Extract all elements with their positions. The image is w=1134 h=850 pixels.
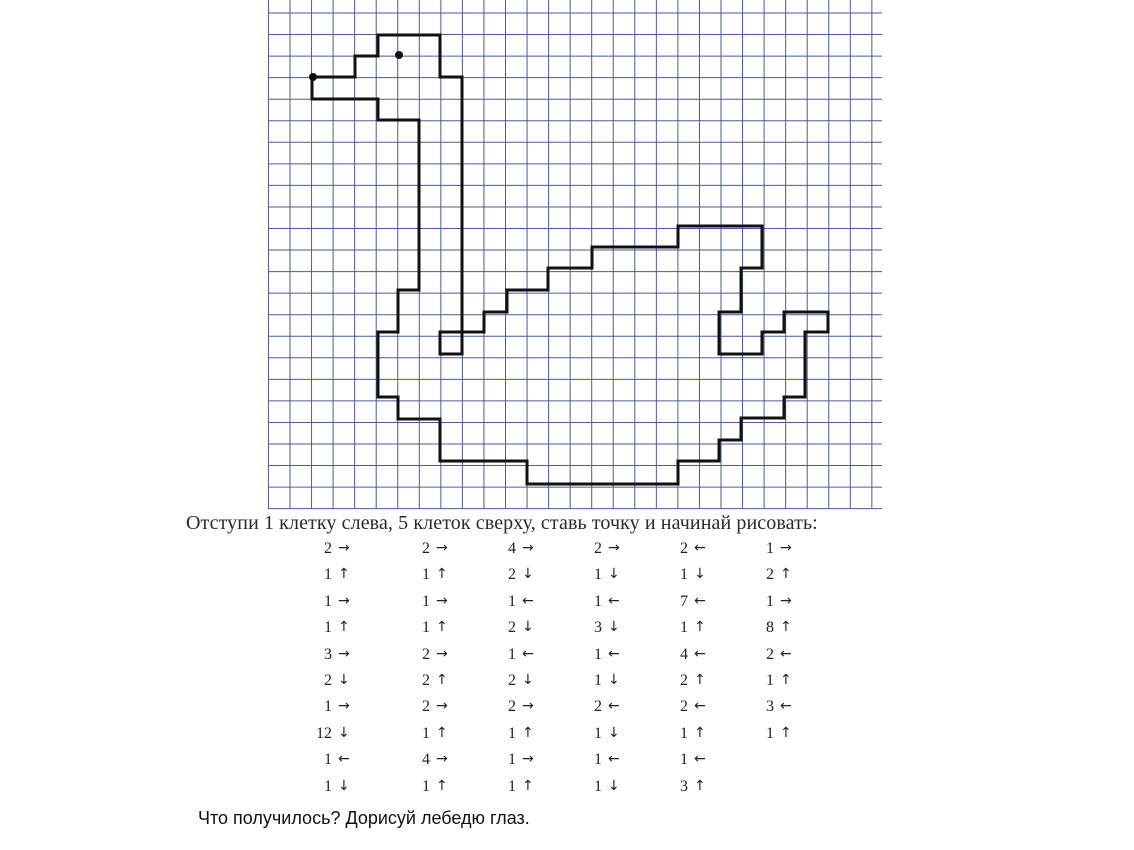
arrow-left-icon: ← xyxy=(694,540,706,556)
step-count: 2 xyxy=(594,698,602,716)
step-count: 2 xyxy=(422,645,430,663)
step-count: 1 xyxy=(680,751,688,769)
arrow-down-icon: ↓ xyxy=(338,777,350,794)
arrow-right-icon: → xyxy=(338,540,350,556)
step-item xyxy=(300,619,410,645)
step-count: 1 xyxy=(680,724,688,742)
step-count: 1 xyxy=(422,619,430,637)
step-item xyxy=(742,698,852,724)
step-count: 1 xyxy=(422,724,430,742)
step-count: 2 xyxy=(422,698,430,716)
arrow-down-icon: ↓ xyxy=(522,566,534,583)
step-count: 2 xyxy=(508,698,516,716)
arrow-right-icon: → xyxy=(436,592,448,609)
arrow-right-icon: → xyxy=(436,540,448,556)
arrow-down-icon: ↓ xyxy=(522,619,534,636)
step-item xyxy=(300,646,410,672)
step-count: 1 xyxy=(680,619,688,637)
step-count: 2 xyxy=(508,619,516,637)
step-count: 2 xyxy=(422,540,430,557)
step-count: 1 xyxy=(766,540,774,557)
step-item xyxy=(742,619,852,645)
step-item xyxy=(656,778,766,804)
step-count: 1 xyxy=(422,566,430,584)
arrow-right-icon: → xyxy=(436,698,448,715)
step-count: 1 xyxy=(594,566,602,584)
arrow-up-icon: ↑ xyxy=(694,724,706,741)
step-count: 2 xyxy=(508,672,516,689)
arrow-left-icon: ← xyxy=(694,698,706,715)
arrow-right-icon: → xyxy=(338,645,350,662)
step-count: 2 xyxy=(680,698,688,716)
arrow-up-icon: ↑ xyxy=(436,724,448,741)
arrow-up-icon: ↑ xyxy=(694,777,706,794)
step-count: 1 xyxy=(594,672,602,689)
arrow-down-icon: ↓ xyxy=(608,672,620,688)
arrow-down-icon: ↓ xyxy=(522,672,534,688)
arrow-down-icon: ↓ xyxy=(608,566,620,583)
step-item xyxy=(742,540,852,566)
arrow-right-icon: → xyxy=(338,592,350,609)
step-item xyxy=(742,566,852,592)
step-count: 2 xyxy=(508,566,516,584)
step-count: 2 xyxy=(766,566,774,584)
arrow-left-icon: ← xyxy=(694,751,706,768)
arrow-left-icon: ← xyxy=(780,698,792,715)
footer-question: Что получилось? Дорисуй лебедю глаз. xyxy=(198,808,530,828)
step-count: 1 xyxy=(594,777,602,795)
step-count: 4 xyxy=(422,751,430,769)
step-count: 8 xyxy=(766,619,774,637)
step-count: 2 xyxy=(680,672,688,689)
arrow-up-icon: ↑ xyxy=(436,672,448,688)
step-count: 1 xyxy=(324,566,332,584)
arrow-left-icon: ← xyxy=(694,645,706,662)
step-count: 2 xyxy=(680,540,688,557)
arrow-up-icon: ↑ xyxy=(694,619,706,636)
arrow-up-icon: ↑ xyxy=(780,566,792,583)
step-count: 4 xyxy=(680,645,688,663)
arrow-right-icon: → xyxy=(338,698,350,715)
arrow-up-icon: ↑ xyxy=(694,672,706,688)
step-count: 1 xyxy=(324,619,332,637)
step-count: 2 xyxy=(594,540,602,557)
step-item xyxy=(300,698,410,724)
step-count: 1 xyxy=(766,672,774,689)
arrow-left-icon: ← xyxy=(608,751,620,768)
instruction-text: Отступи 1 клетку слева, 5 клеток сверху, ставь точку и начинай рисовать: xyxy=(186,512,818,534)
step-item xyxy=(742,725,852,751)
step-count: 7 xyxy=(680,592,688,610)
step-count: 1 xyxy=(508,645,516,663)
step-count: 1 xyxy=(680,566,688,584)
step-count: 1 xyxy=(508,751,516,769)
arrow-up-icon: ↑ xyxy=(522,777,534,794)
step-count: 1 xyxy=(324,751,332,769)
step-item xyxy=(300,725,410,751)
arrow-left-icon: ← xyxy=(522,645,534,662)
step-count: 1 xyxy=(766,724,774,742)
step-count: 1 xyxy=(594,645,602,663)
arrow-up-icon: ↑ xyxy=(780,619,792,636)
arrow-right-icon: → xyxy=(608,540,620,556)
arrow-right-icon: → xyxy=(780,540,792,556)
step-count: 1 xyxy=(594,751,602,769)
arrow-left-icon: ← xyxy=(608,592,620,609)
arrow-left-icon: ← xyxy=(522,592,534,609)
step-item xyxy=(300,672,410,698)
arrow-up-icon: ↑ xyxy=(436,777,448,794)
step-count: 1 xyxy=(422,777,430,795)
step-count: 1 xyxy=(594,724,602,742)
arrow-right-icon: → xyxy=(522,698,534,715)
step-item xyxy=(656,751,766,777)
arrow-down-icon: ↓ xyxy=(338,672,350,688)
arrow-left-icon: ← xyxy=(694,592,706,609)
step-count: 2 xyxy=(766,645,774,663)
step-item xyxy=(300,751,410,777)
arrow-left-icon: ← xyxy=(338,751,350,768)
arrow-up-icon: ↑ xyxy=(338,566,350,583)
arrow-right-icon: → xyxy=(436,645,448,662)
step-item xyxy=(300,778,410,804)
step-count: 3 xyxy=(324,645,332,663)
arrow-down-icon: ↓ xyxy=(338,724,350,741)
arrow-up-icon: ↑ xyxy=(780,724,792,741)
step-count: 3 xyxy=(594,619,602,637)
arrow-right-icon: → xyxy=(522,540,534,556)
arrow-down-icon: ↓ xyxy=(608,619,620,636)
step-count: 1 xyxy=(324,777,332,795)
step-count: 1 xyxy=(508,724,516,742)
arrow-up-icon: ↑ xyxy=(522,724,534,741)
arrow-right-icon: → xyxy=(780,592,792,609)
arrow-up-icon: ↑ xyxy=(780,672,792,688)
step-count: 2 xyxy=(422,672,430,689)
step-count: 1 xyxy=(508,592,516,610)
arrow-right-icon: → xyxy=(436,751,448,768)
step-count: 3 xyxy=(680,777,688,795)
step-count: 2 xyxy=(324,672,332,689)
arrow-up-icon: ↑ xyxy=(436,566,448,583)
step-count: 1 xyxy=(324,592,332,610)
arrow-left-icon: ← xyxy=(608,645,620,662)
step-item xyxy=(742,646,852,672)
step-item xyxy=(300,593,410,619)
step-count: 4 xyxy=(508,540,516,557)
arrow-left-icon: ← xyxy=(780,645,792,662)
step-count: 12 xyxy=(316,724,332,742)
step-count: 1 xyxy=(766,592,774,610)
step-count: 2 xyxy=(324,540,332,557)
arrow-up-icon: ↑ xyxy=(436,619,448,636)
arrow-up-icon: ↑ xyxy=(338,619,350,636)
arrow-down-icon: ↓ xyxy=(608,777,620,794)
step-count: 1 xyxy=(508,777,516,795)
step-count: 1 xyxy=(422,592,430,610)
arrow-down-icon: ↓ xyxy=(694,566,706,583)
arrow-down-icon: ↓ xyxy=(608,724,620,741)
step-count: 3 xyxy=(766,698,774,716)
arrow-right-icon: → xyxy=(522,751,534,768)
step-item xyxy=(742,593,852,619)
step-item xyxy=(300,540,410,566)
step-item xyxy=(742,672,852,698)
arrow-left-icon: ← xyxy=(608,698,620,715)
step-count: 1 xyxy=(594,592,602,610)
step-item xyxy=(300,566,410,592)
step-count: 1 xyxy=(324,698,332,716)
